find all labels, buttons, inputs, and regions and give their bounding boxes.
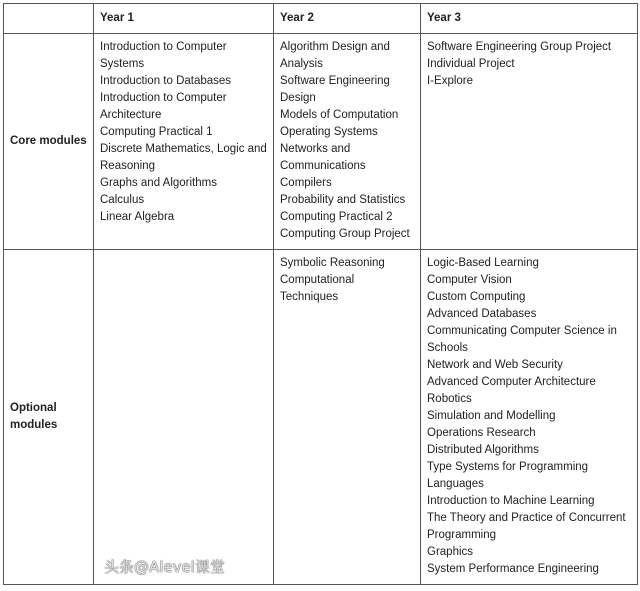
module-item: System Performance Engineering [427, 563, 599, 575]
module-item: Compilers [280, 177, 332, 189]
module-item: Operating Systems [280, 126, 378, 138]
module-item: Advanced Computer Architecture [427, 376, 596, 388]
header-year-2: Year 2 [274, 4, 421, 34]
cell [421, 34, 638, 250]
cell [94, 34, 274, 250]
module-item: Computational Techniques [280, 274, 355, 303]
modules-table [3, 3, 638, 585]
module-item: I-Explore [427, 75, 474, 87]
module-item: Simulation and Modelling [427, 410, 556, 422]
module-item: Computing Group Project [280, 228, 410, 240]
module-item: Individual Project [427, 58, 515, 70]
module-item: Networks and Communications [280, 143, 366, 172]
module-item: Type Systems for Programming Languages [427, 461, 589, 490]
module-item: Advanced Databases [427, 308, 537, 320]
module-item: Linear Algebra [100, 211, 175, 223]
module-item: Symbolic Reasoning [280, 257, 385, 269]
header-year-1: Year 1 [94, 4, 274, 34]
header-year-3: Year 3 [421, 4, 638, 34]
cell [274, 250, 421, 585]
module-item: Probability and Statistics [280, 194, 406, 206]
header-row [4, 4, 638, 34]
module-item: Robotics [427, 393, 472, 405]
row-label: Optional modules [4, 250, 94, 585]
module-item: Introduction to Databases [100, 75, 232, 87]
module-item: Software Engineering Design [280, 75, 390, 104]
optional-modules-row [4, 250, 638, 585]
module-item: The Theory and Practice of Concurrent Programming [427, 512, 626, 541]
module-item: Custom Computing [427, 291, 526, 303]
module-item: Graphics [427, 546, 474, 558]
module-item: Introduction to Computer Systems [100, 41, 227, 70]
header-empty [4, 4, 94, 34]
module-item: Introduction to Machine Learning [427, 495, 595, 507]
module-item: Logic-Based Learning [427, 257, 539, 269]
module-item: Network and Web Security [427, 359, 563, 371]
module-item: Operations Research [427, 427, 536, 439]
module-item: Software Engineering Group Project [427, 41, 612, 53]
module-item: Computer Vision [427, 274, 512, 286]
watermark: 头条@Alevel课堂 [104, 558, 225, 576]
module-item: Algorithm Design and Analysis [280, 41, 390, 70]
module-item: Introduction to Computer Architecture [100, 92, 227, 121]
cell [274, 34, 421, 250]
module-item: Computing Practical 1 [100, 126, 213, 138]
cell [421, 250, 638, 585]
cell [94, 250, 274, 585]
module-item: Distributed Algorithms [427, 444, 539, 456]
row-label: Core modules [4, 34, 94, 250]
module-item: Graphs and Algorithms [100, 177, 217, 189]
module-item: Computing Practical 2 [280, 211, 393, 223]
module-item: Discrete Mathematics, Logic and Reasoning [100, 143, 267, 172]
module-item: Communicating Computer Science in Schools [427, 325, 617, 354]
core-modules-row [4, 34, 638, 250]
module-item: Models of Computation [280, 109, 399, 121]
module-item: Calculus [100, 194, 145, 206]
